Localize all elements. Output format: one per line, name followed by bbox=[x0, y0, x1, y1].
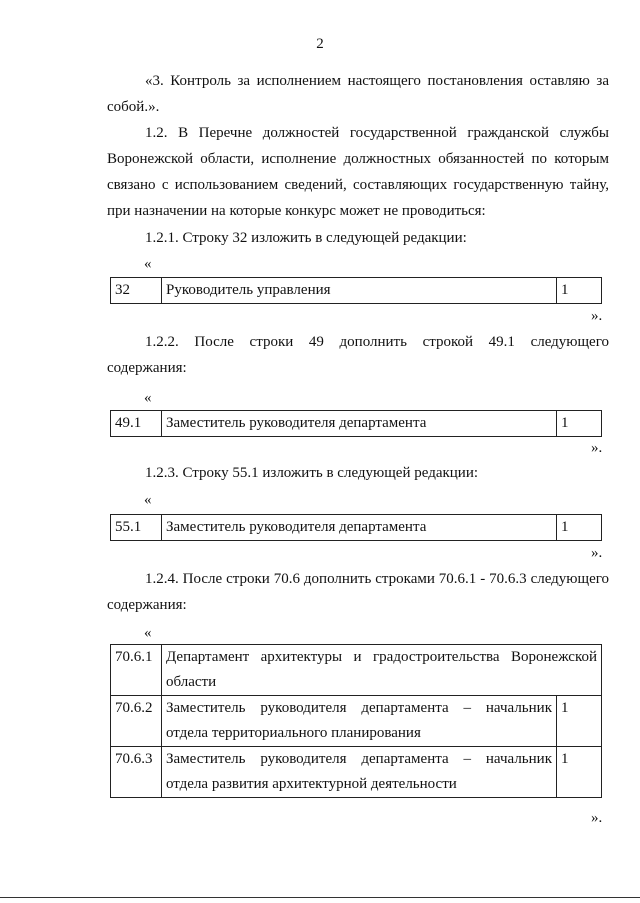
quote-open-2: « bbox=[144, 390, 152, 406]
position-count: 1 bbox=[557, 747, 602, 798]
position-count: 1 bbox=[557, 411, 602, 437]
position-name: Заместитель руководителя департамента bbox=[162, 411, 557, 437]
page-bottom-rule bbox=[0, 897, 640, 898]
position-name: Заместитель руководителя департамента bbox=[162, 515, 557, 541]
position-count: 1 bbox=[557, 696, 602, 747]
position-name: Руководитель управления bbox=[162, 278, 557, 304]
page-number: 2 bbox=[316, 36, 324, 52]
row-number: 70.6.2 bbox=[111, 696, 162, 747]
clause-1-2-2: 1.2.2. После строки 49 дополнить строкой 49.1 следующего содержания: bbox=[107, 334, 609, 376]
clause-1-2-4: 1.2.4. После строки 70.6 дополнить строками 70.6.1 - 70.6.3 следующего содержания: bbox=[107, 571, 609, 613]
table-row-32 bbox=[110, 277, 602, 304]
clause-1-2-1: 1.2.1. Строку 32 изложить в следующей редакции: bbox=[145, 230, 467, 246]
row-number: 70.6.3 bbox=[111, 747, 162, 798]
quote-close-3: ». bbox=[591, 545, 603, 561]
position-count: 1 bbox=[557, 278, 602, 304]
row-number: 49.1 bbox=[111, 411, 162, 437]
table-row bbox=[111, 696, 602, 747]
paragraph-control: «3. Контроль за исполнением настоящего постановления оставляю за собой.». bbox=[107, 73, 609, 115]
paragraph-list-intro: 1.2. В Перечне должностей государственной гражданской службы Воронежской области, исполнение должностных обязанностей по которым связано с использованием сведений, составляющих государственную тайну, при назначении на которые конкурс может не проводиться: bbox=[107, 125, 609, 219]
row-number: 70.6.1 bbox=[111, 645, 162, 696]
row-number: 32 bbox=[111, 278, 162, 304]
table-row-49-1 bbox=[110, 410, 602, 437]
clause-1-2-3: 1.2.3. Строку 55.1 изложить в следующей редакции: bbox=[145, 465, 479, 481]
quote-close-1: ». bbox=[591, 308, 603, 324]
quote-close-2: ». bbox=[591, 440, 603, 456]
table-rows-70-6 bbox=[110, 644, 602, 798]
table-row bbox=[111, 278, 602, 304]
row-number: 55.1 bbox=[111, 515, 162, 541]
quote-open-3: « bbox=[144, 492, 152, 508]
table-row bbox=[111, 411, 602, 437]
quote-open-4: « bbox=[144, 625, 152, 641]
quote-open-1: « bbox=[144, 256, 152, 272]
department-name: Департамент архитектуры и градостроительства Воронежской области bbox=[162, 645, 602, 696]
quote-close-4: ». bbox=[591, 810, 603, 826]
table-row bbox=[111, 515, 602, 541]
position-count: 1 bbox=[557, 515, 602, 541]
table-row bbox=[111, 645, 602, 696]
position-name: Заместитель руководителя департамента – начальник отдела развития архитектурной деятельности bbox=[162, 747, 557, 798]
table-row-55-1 bbox=[110, 514, 602, 541]
table-row bbox=[111, 747, 602, 798]
position-name: Заместитель руководителя департамента – начальник отдела территориального планирования bbox=[162, 696, 557, 747]
